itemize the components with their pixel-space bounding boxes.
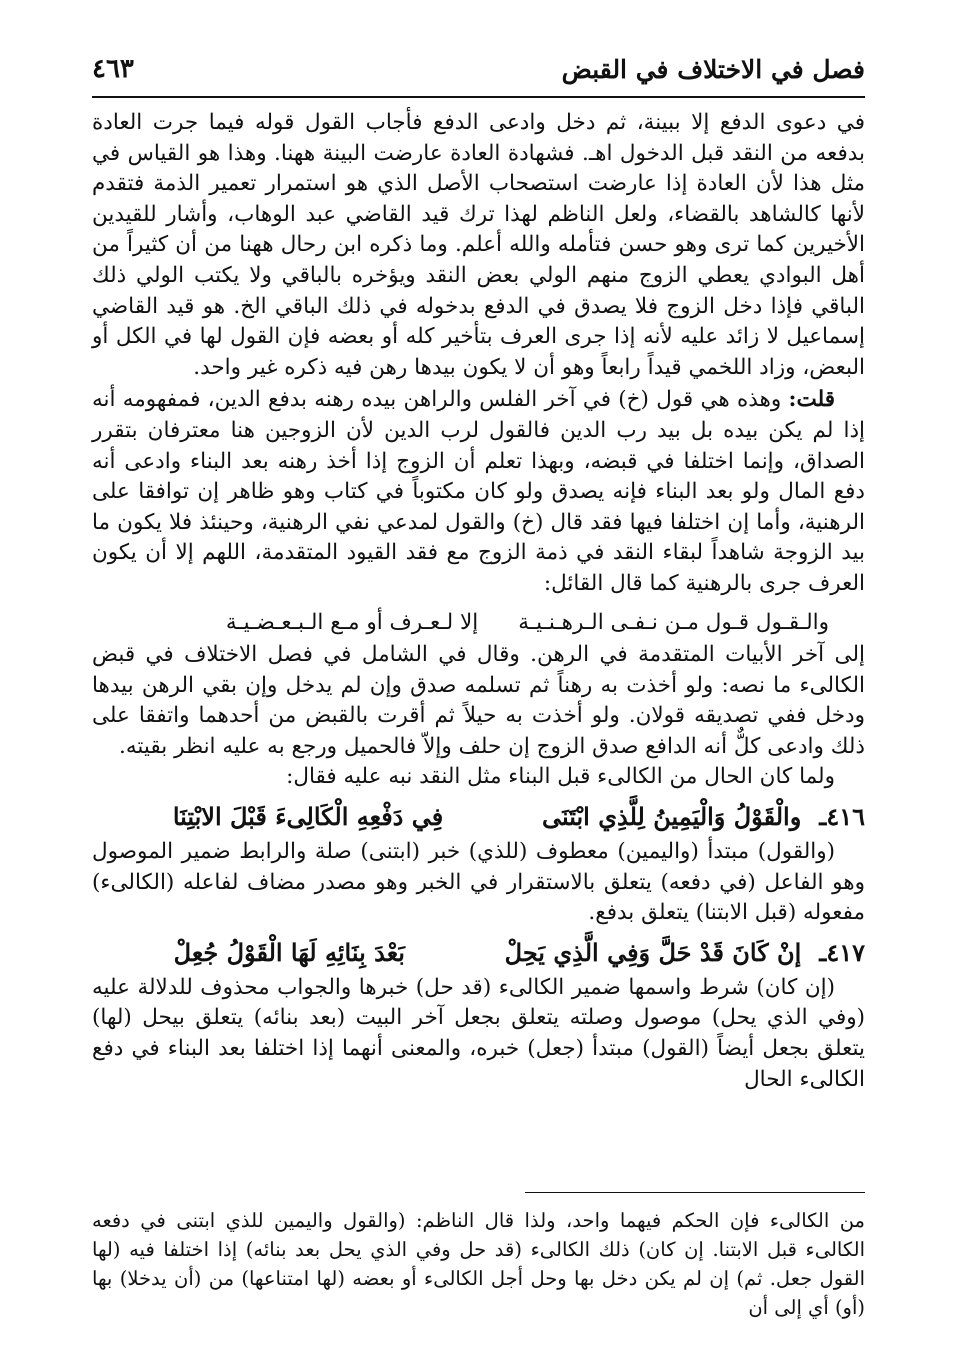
quoted-verse-first-hemistich: والـقـول قـول مـن نـفـى الـرهـنـيـة	[518, 609, 829, 635]
verse-416-number: ٤١٦ـ	[819, 802, 865, 832]
paragraph-4: ولما كان الحال من الكالىء قبل البناء مثل النقد نبه عليه فقال:	[286, 764, 835, 790]
main-text	[92, 108, 865, 1095]
verse-416-second-hemistich: فِي دَفْعِهِ الْكَالِىءَ قَبْلَ الابْتِنَا	[172, 802, 444, 832]
quoted-verse-second-hemistich: إلا لـعـرف أو مـع الـبـعـضـيـة	[225, 609, 479, 635]
verse-416-first-hemistich: والْقَوْلُ وَالْيَمِينُ لِلَّذِي ابْتَنَى	[542, 802, 802, 832]
footnote-text: من الكالىء فإن الحكم فيهما واحد، ولذا قال الناظم: (والقول واليمين للذي ابتنى في دفعه الكالىء قبل الابتنا. إن كان) ذلك الكالىء (قد حل وفي الذي يحل بعد بنائه) إذا اختلفا فيه (لها القول جعل. ثم) إن لم يكن دخل بها وحل أجل الكالىء أو بعضه (لها امتناعها) من (أن يدخلا) بها (أو) أي إلى أن	[92, 1209, 865, 1319]
verse-417	[92, 933, 865, 973]
paragraph-3: إلى آخر الأبيات المتقدمة في الرهن. وقال في الشامل في فصل الاختلاف في قبض الكالىء ما نصه: ولو أخذت به رهناً ثم تسلمه صدق وإن لم يدخل وإن بقي الرهن بيدها ودخل ففي تصديقه قولان. ولو أخذت به حيلاً ثم أقرت بالقبض من أحدهما واتفقا على ذلك وادعى كلٌّ أنه الدافع صدق الزوج إن حلف وإلاّ فالحميل ورجع به عليه انظر بقيته.	[92, 642, 865, 759]
running-header	[92, 48, 865, 90]
paragraph-2	[92, 385, 865, 599]
verse-416	[92, 797, 865, 837]
header-divider	[92, 96, 865, 98]
verse-417-number: ٤١٧ـ	[819, 937, 865, 967]
paragraph-1: في دعوى الدفع إلا ببينة، ثم دخل وادعى الدفع فأجاب القول قوله فيما جرت العادة بدفعه من النقد قبل الدخول اهـ. فشهادة العادة عارضت البينة ههنا. وهذا هو القياس في مثل هذا لأن العادة إذا عارضت استصحاب الأصل الذي هو استمرار تعمير الذمة فتقدم لأنها كالشاهد بالقضاء، ولعل الناظم لهذا ترك قيد القاضي عبد الوهاب، وأشار للقيدين الأخيرين كما ترى وهو حسن فتأمله والله أعلم. وما ذكره ابن رحال ههنا من أن كثيراً من أهل البوادي يعطي الزوج منهم الولي بعض النقد ويؤخره بالباقي ولا يكتب الولي ذلك الباقي فإذا دخل الزوج فلا يصدق في الدفع بدخوله في ذلك الباقي الخ. هو قيد القاضي إسماعيل لا زائد عليه لأنه إذا جرى العرف بتأخير كله أو بعضه فإن القول لها في الكل أو البعض، وزاد اللخمي قيداً رابعاً وهو أن لا يكون بيدها رهن فيه ذكره غير واحد.	[92, 110, 865, 380]
footnote-divider	[525, 1192, 865, 1193]
chapter-title: فصل في الاختلاف في القبض	[561, 54, 865, 84]
paragraph-2-text: وهذه هي قول (خ) في آخر الفلس والراهن بيده رهنه بدفع الدين، فمفهومه أنه إذا لم يكن بيده بل بيد رب الدين فالقول لرب الدين لأن الزوجين هنا معترفان بتقرر الصداق، وإنما اختلفا في قبضه، وبهذا تعلم أن الزوج إذا أخذ رهنه بعد البناء وادعى أنه دفع المال ولو بعد البناء فإنه يصدق ولو كان مكتوباً في كتاب وهو ظاهر إن توافقا على الرهنية، وأما إن اختلفا فيها فقد قال (خ) والقول لمدعي نفي الرهنية، وحينئذ فلا يكون ما بيد الزوجة شاهداً لبقاء النقد في ذمة الزوج مع فقد القيود المتقدمة، اللهم إلا أن يكون العرف جرى بالرهنية كما قال القائل:	[92, 387, 865, 596]
footnotes	[92, 1206, 865, 1322]
paragraph-2-lead: قلت:	[788, 387, 835, 413]
quoted-verse	[92, 608, 865, 639]
verse-417-first-hemistich: إنْ كَانَ قَدْ حَلَّ وَفِي الَّذِي يَحِلْ	[504, 937, 802, 967]
paragraph-5: (والقول) مبتدأ (واليمين) معطوف (للذي) خبر (ابتنى) صلة والرابط ضمير الموصول وهو الفاعل (في دفعه) يتعلق بالاستقرار في الخبر وهو مصدر مضاف لفاعله (الكالىء) مفعوله (قبل الابتنا) يتعلق بدفع.	[92, 839, 865, 926]
paragraph-6: (إن كان) شرط واسمها ضمير الكالىء (قد حل) خبرها والجواب محذوف للدلالة عليه (وفي الذي يحل) موصول وصلته يتعلق بجعل آخر البيت (بعد بنائه) يتعلق بيحل (لها) يتعلق بجعل أيضاً (القول) مبتدأ (جعل) خبره، والمعنى أنهما إذا اختلفا بعد البناء في دفع الكالىء الحال	[92, 974, 865, 1092]
verse-417-second-hemistich: بَعْدَ بِنَائِهِ لَهَا الْقَوْلُ جُعِلْ	[173, 937, 405, 967]
page-number: ٤٦٣	[92, 54, 134, 84]
